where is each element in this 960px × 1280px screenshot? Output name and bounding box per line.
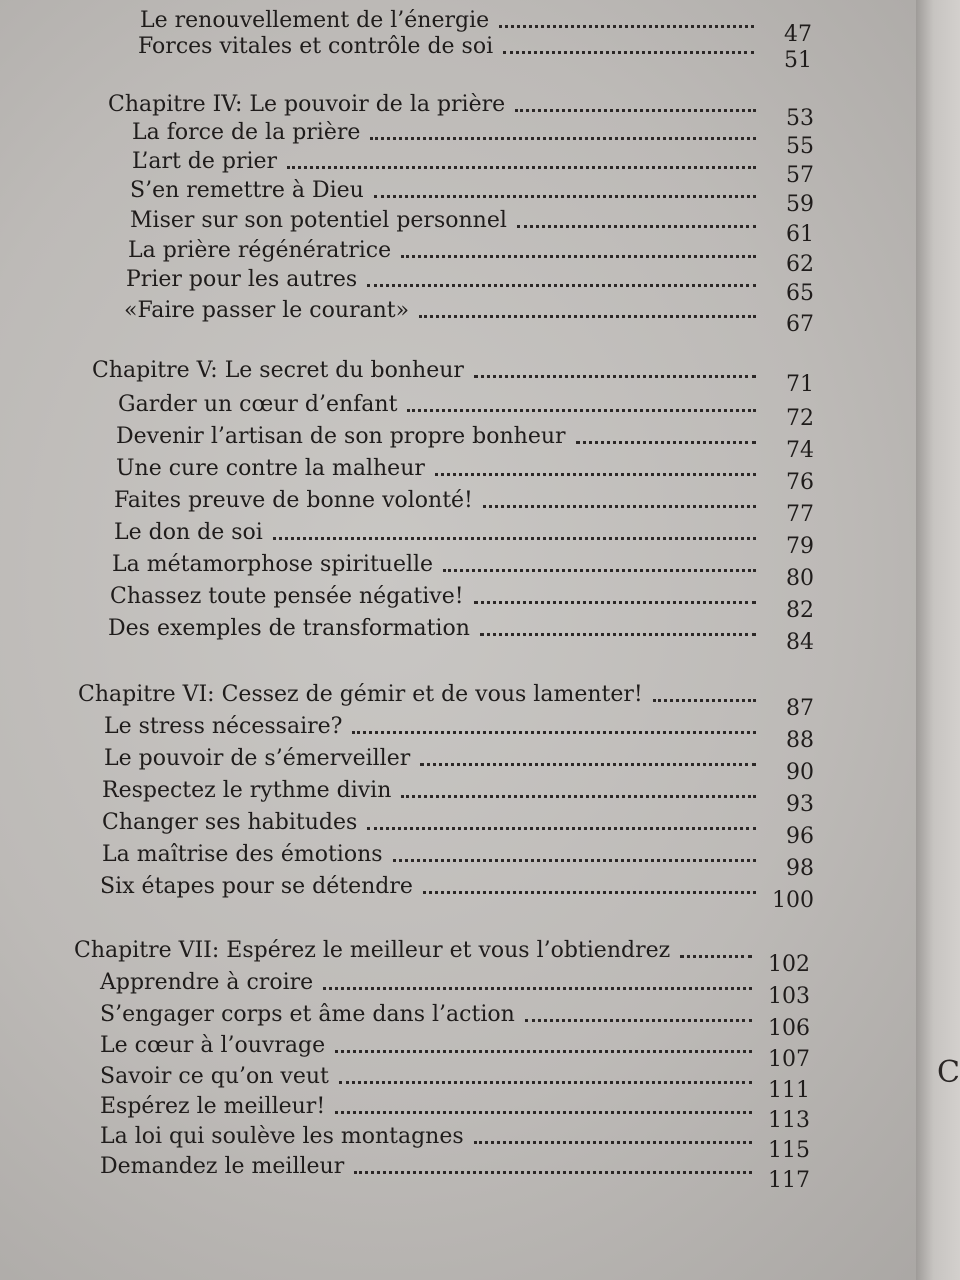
dot-leader bbox=[354, 1171, 752, 1174]
chapter-title: Chapitre VII: Espérez le meilleur et vous l’obtiendrez bbox=[74, 938, 671, 963]
toc-entry bbox=[102, 806, 814, 849]
toc-entry-page: 80 bbox=[786, 566, 814, 591]
toc-entry bbox=[102, 774, 814, 817]
toc-entry-page: 107 bbox=[768, 1047, 810, 1072]
toc-entry-title: Le don de soi bbox=[114, 520, 263, 545]
toc-entry-title: Prier pour les autres bbox=[126, 267, 358, 292]
dot-leader bbox=[680, 955, 752, 958]
dot-leader bbox=[367, 284, 756, 287]
chapter-title: Chapitre V: Le secret du bonheur bbox=[92, 358, 464, 383]
toc-entry bbox=[130, 174, 814, 217]
dot-leader bbox=[525, 1019, 752, 1022]
toc-entry-title: Faites preuve de bonne volonté! bbox=[114, 488, 473, 513]
toc-entry-title: La maîtrise des émotions bbox=[102, 842, 383, 867]
toc-entry-page: 82 bbox=[786, 598, 814, 623]
toc-entry-page: 98 bbox=[786, 856, 814, 881]
toc-entry bbox=[112, 548, 814, 591]
toc-entry-title: La métamorphose spirituelle bbox=[112, 552, 434, 577]
toc-entry-title: Une cure contre la malheur bbox=[116, 456, 425, 481]
toc-entry bbox=[100, 998, 810, 1041]
toc-entry bbox=[114, 484, 814, 527]
dot-leader bbox=[423, 891, 756, 894]
toc-entry bbox=[116, 452, 814, 495]
toc-entry-title: La force de la prière bbox=[132, 120, 361, 145]
dot-leader bbox=[374, 195, 756, 198]
toc-entry-title: Forces vitales et contrôle de soi bbox=[138, 34, 494, 59]
toc-entry-title: Six étapes pour se détendre bbox=[100, 874, 413, 899]
toc-entry-title: L’art de prier bbox=[132, 149, 278, 174]
toc-entry-page: 117 bbox=[768, 1168, 810, 1193]
dot-leader bbox=[483, 505, 756, 508]
dot-leader bbox=[339, 1081, 752, 1084]
toc-entry-title: Changer ses habitudes bbox=[102, 810, 358, 835]
toc-entry bbox=[100, 1090, 810, 1133]
toc-entry-page: 79 bbox=[786, 534, 814, 559]
dot-leader bbox=[435, 473, 756, 476]
chapter-heading bbox=[92, 354, 814, 397]
toc-entry-title: Garder un cœur d’enfant bbox=[118, 392, 398, 417]
chapter-heading bbox=[78, 678, 814, 721]
adjacent-page-letter: C bbox=[937, 1055, 960, 1090]
dot-leader bbox=[367, 827, 756, 830]
dot-leader bbox=[474, 601, 756, 604]
toc-entry-page: 59 bbox=[786, 192, 814, 217]
toc-entry bbox=[114, 516, 814, 559]
dot-leader bbox=[335, 1050, 752, 1053]
toc-entry-page: 106 bbox=[768, 1016, 810, 1041]
dot-leader bbox=[515, 109, 756, 112]
toc-entry-title: La prière régénératrice bbox=[128, 238, 392, 263]
chapter-title: Chapitre IV: Le pouvoir de la prière bbox=[108, 92, 506, 117]
chapter-title: Chapitre VI: Cessez de gémir et de vous lamenter! bbox=[78, 682, 643, 707]
toc-entry bbox=[100, 1060, 810, 1103]
dot-leader bbox=[352, 731, 756, 734]
dot-leader bbox=[407, 409, 756, 412]
toc-entry-title: Savoir ce qu’on veut bbox=[100, 1064, 329, 1089]
toc-entry-page: 74 bbox=[786, 438, 814, 463]
toc-entry-page: 96 bbox=[786, 824, 814, 849]
toc-entry-title: Des exemples de transformation bbox=[108, 616, 470, 641]
toc-entry-page: 90 bbox=[786, 760, 814, 785]
dot-leader bbox=[273, 537, 756, 540]
toc-entry-page: 62 bbox=[786, 252, 814, 277]
toc-entry bbox=[116, 420, 814, 463]
dot-leader bbox=[443, 569, 756, 572]
toc-entry-title: Espérez le meilleur! bbox=[100, 1094, 326, 1119]
toc-entry-title: Demandez le meilleur bbox=[100, 1154, 345, 1179]
toc-entry bbox=[100, 1029, 810, 1072]
toc-entry-page: 55 bbox=[786, 134, 814, 159]
dot-leader bbox=[393, 859, 756, 862]
toc-entry-page: 51 bbox=[784, 48, 812, 73]
dot-leader bbox=[480, 633, 756, 636]
chapter-page: 102 bbox=[768, 952, 810, 977]
toc-entry bbox=[124, 294, 814, 337]
toc-entry-page: 47 bbox=[784, 22, 812, 47]
toc-entry bbox=[130, 204, 814, 247]
dot-leader bbox=[335, 1111, 752, 1114]
toc-entry-title: La loi qui soulève les montagnes bbox=[100, 1124, 464, 1149]
toc-entry-title: Le pouvoir de s’émerveiller bbox=[104, 746, 411, 771]
toc-entry-page: 88 bbox=[786, 728, 814, 753]
toc-entry bbox=[100, 870, 814, 913]
toc-entry-title: Devenir l’artisan de son propre bonheur bbox=[116, 424, 566, 449]
dot-leader bbox=[287, 166, 756, 169]
dot-leader bbox=[420, 763, 756, 766]
toc-entry bbox=[104, 742, 814, 785]
toc-entry-page: 113 bbox=[768, 1108, 810, 1133]
toc-entry bbox=[118, 388, 814, 431]
dot-leader bbox=[474, 1141, 752, 1144]
dot-leader bbox=[323, 987, 752, 990]
toc-entry-title: «Faire passer le courant» bbox=[124, 298, 410, 323]
toc-entry-page: 93 bbox=[786, 792, 814, 817]
toc-entry bbox=[104, 710, 814, 753]
toc-entry-page: 103 bbox=[768, 984, 810, 1009]
dot-leader bbox=[401, 255, 756, 258]
dot-leader bbox=[499, 25, 754, 28]
toc-entry-page: 111 bbox=[768, 1078, 810, 1103]
toc-entry bbox=[138, 30, 812, 73]
dot-leader bbox=[474, 375, 756, 378]
toc-entry bbox=[126, 263, 814, 306]
toc-entry-title: Respectez le rythme divin bbox=[102, 778, 392, 803]
toc-entry-page: 115 bbox=[768, 1138, 810, 1163]
toc-entry-title: Miser sur son potentiel personnel bbox=[130, 208, 507, 233]
toc-entry bbox=[128, 234, 814, 277]
chapter-heading bbox=[74, 934, 810, 977]
dot-leader bbox=[653, 699, 756, 702]
toc-entry bbox=[102, 838, 814, 881]
toc-entry-page: 77 bbox=[786, 502, 814, 527]
dot-leader bbox=[401, 795, 756, 798]
toc-entry-title: Le renouvellement de l’énergie bbox=[140, 8, 490, 33]
toc-entry-title: Apprendre à croire bbox=[100, 970, 314, 995]
toc-entry-title: Chassez toute pensée négative! bbox=[110, 584, 464, 609]
toc-entry-page: 67 bbox=[786, 312, 814, 337]
toc-entry bbox=[100, 1150, 810, 1193]
chapter-page: 71 bbox=[786, 372, 814, 397]
toc-entry-page: 84 bbox=[786, 630, 814, 655]
dot-leader bbox=[370, 137, 756, 140]
toc-entry bbox=[132, 145, 814, 188]
toc-entry-title: S’engager corps et âme dans l’action bbox=[100, 1002, 515, 1027]
toc-entry-page: 72 bbox=[786, 406, 814, 431]
toc-entry bbox=[100, 1120, 810, 1163]
toc-entry-title: S’en remettre à Dieu bbox=[130, 178, 364, 203]
toc-entry-page: 61 bbox=[786, 222, 814, 247]
dot-leader bbox=[517, 225, 756, 228]
toc-entry-page: 65 bbox=[786, 281, 814, 306]
toc-entry bbox=[110, 580, 814, 623]
toc-entry-page: 100 bbox=[772, 888, 814, 913]
dot-leader bbox=[503, 51, 754, 54]
dot-leader bbox=[419, 315, 756, 318]
toc-entry bbox=[108, 612, 814, 655]
toc-entry-page: 57 bbox=[786, 163, 814, 188]
dot-leader bbox=[576, 441, 756, 444]
toc-entry-title: Le cœur à l’ouvrage bbox=[100, 1033, 326, 1058]
chapter-page: 53 bbox=[786, 106, 814, 131]
chapter-heading bbox=[108, 88, 814, 131]
chapter-page: 87 bbox=[786, 696, 814, 721]
toc-entry bbox=[132, 116, 814, 159]
toc-entry bbox=[100, 966, 810, 1009]
toc-entry-page: 76 bbox=[786, 470, 814, 495]
toc-entry-title: Le stress nécessaire? bbox=[104, 714, 343, 739]
